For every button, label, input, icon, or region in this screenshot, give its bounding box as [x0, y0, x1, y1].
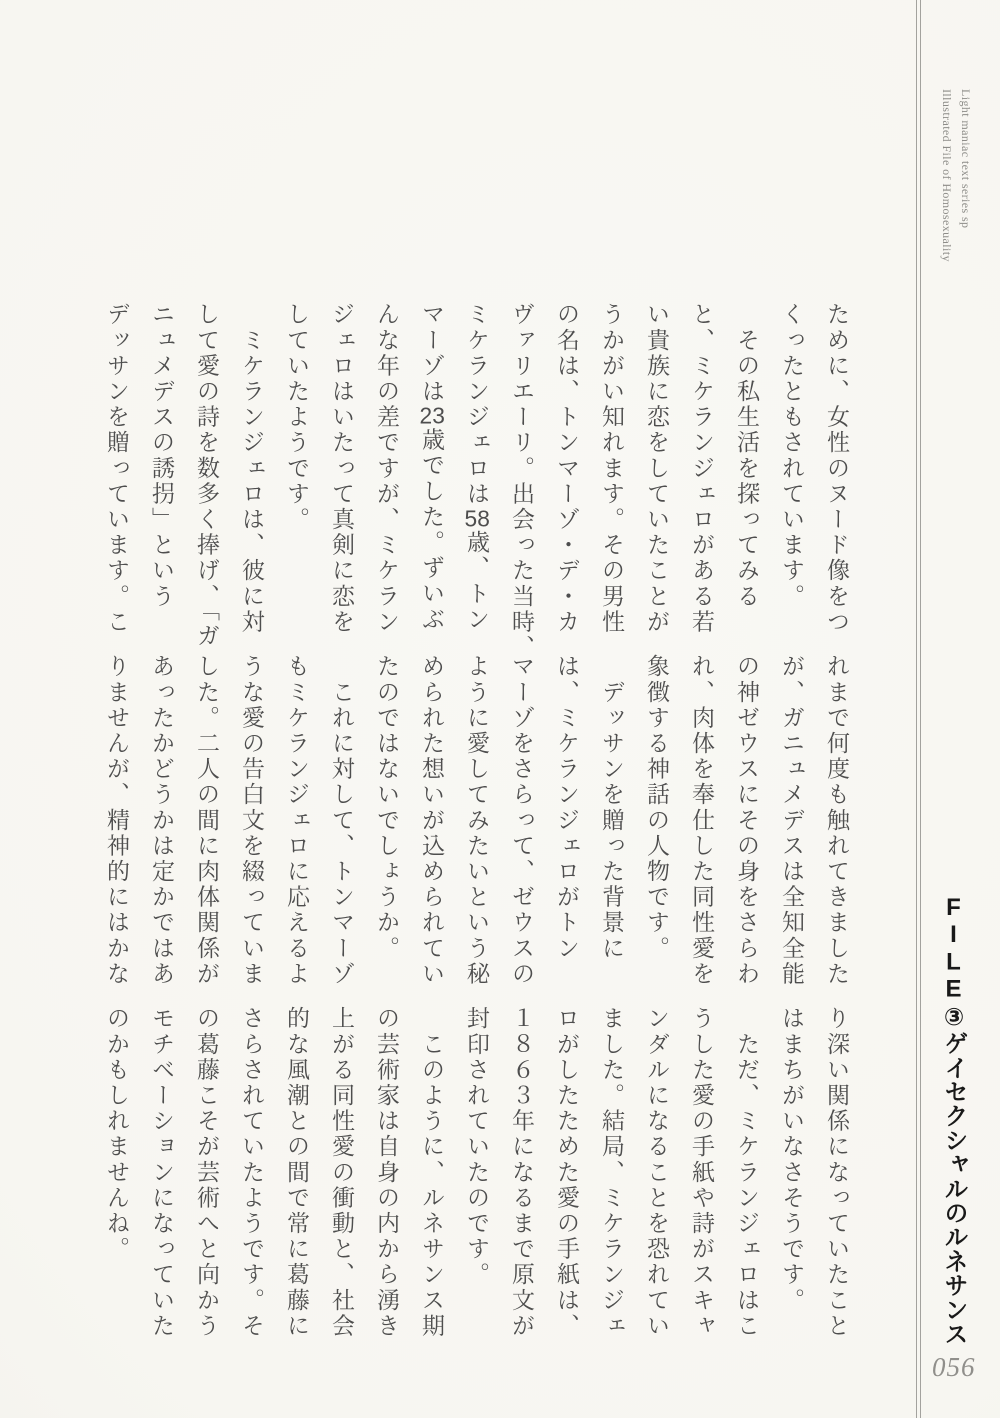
text-column: ミケランジェロは58歳、トン: [464, 302, 490, 633]
text-column: した。二人の間に肉体関係が: [194, 654, 220, 987]
text-column: れ、肉体を奉仕した同性愛を: [689, 654, 715, 987]
text-column: り深い関係になっていたこと: [824, 1006, 850, 1339]
text-column: うかがい知れます。その男性: [599, 302, 625, 635]
text-column: 的な風潮との間で常に葛藤に: [284, 1006, 310, 1339]
text-column: んな年の差ですが、ミケラン: [374, 302, 400, 635]
chapter-title: FILE③ゲイセクシャルのルネサンス: [940, 894, 967, 1346]
text-band-bottom: [93, 1006, 859, 1346]
text-column: の芸術家は自身の内から湧き: [374, 1006, 400, 1339]
text-column: の葛藤こそが芸術へと向かう: [194, 1006, 220, 1339]
text-column: さらされていたようです。そ: [239, 1006, 265, 1339]
margin-double-rule: [916, 0, 921, 1418]
text-column: １８６３年になるまで原文が: [509, 1006, 535, 1339]
text-column: うした愛の手紙や詩がスキャ: [689, 1006, 715, 1339]
text-column: デッサンを贈っています。こ: [104, 302, 130, 635]
text-column: りませんが、精神的にはかな: [104, 654, 130, 987]
text-band-middle: [93, 654, 859, 994]
text-column: のかもしれませんね。: [104, 1006, 130, 1262]
text-column: くったともされています。: [779, 302, 805, 610]
text-column: ただ、ミケランジェロはこ: [734, 1006, 760, 1339]
text-column: れまで何度も触れてきました: [824, 654, 850, 987]
text-column: ヴァリエーリ。出会った当時、: [509, 302, 535, 661]
text-column: い貴族に恋をしていたことが: [644, 302, 670, 635]
text-column: ロがしたためた愛の手紙は、: [554, 1006, 580, 1339]
text-column: ミケランジェロは、彼に対: [239, 302, 265, 635]
text-column: うな愛の告白文を綴っていま: [239, 654, 265, 987]
series-title-english: [937, 89, 975, 319]
series-title-line1: Light maniac text series sp: [959, 89, 973, 229]
text-column: の神ゼウスにその身をさらわ: [734, 654, 760, 987]
text-column: たのではないでしょうか。: [374, 654, 400, 962]
text-column: 上がる同性愛の衝動と、社会: [329, 1006, 355, 1339]
text-column: このように、ルネサンス期: [419, 1006, 445, 1339]
text-column: その私生活を探ってみる: [734, 302, 760, 610]
text-column: は、ミケランジェロがトン: [554, 654, 580, 962]
text-column: モチベーションになっていた: [149, 1006, 175, 1339]
text-column: ました。結局、ミケランジェ: [599, 1006, 625, 1339]
text-column: 封印されていたのです。: [464, 1006, 490, 1288]
text-column: デッサンを贈った背景に: [599, 654, 625, 962]
text-column: が、ガニュメデスは全知全能: [779, 654, 805, 987]
text-column: められた想いが込められてい: [419, 654, 445, 987]
text-column: して愛の詩を数多く捧げ、「ガ: [194, 302, 220, 649]
text-column: ジェロはいたって真剣に恋を: [329, 302, 355, 635]
series-title-line2: Illustrated File of Homosexuality: [940, 89, 954, 262]
horizontal-in-vertical-number: 58: [464, 506, 490, 530]
text-column: と、ミケランジェロがある若: [689, 302, 715, 635]
text-column: ニュメデスの誘拐」という: [149, 302, 175, 610]
text-column: していたようです。: [284, 302, 310, 533]
text-column: ンダルになることを恐れてい: [644, 1006, 670, 1339]
text-band-top: [93, 302, 859, 661]
text-column: マーゾは23歳でした。ずいぶ: [419, 302, 445, 633]
page-number: 056: [932, 1352, 976, 1382]
text-column: の名は、トンマーゾ・デ・カ: [554, 302, 580, 635]
horizontal-in-vertical-number: 23: [419, 404, 445, 428]
text-column: もミケランジェロに応えるよ: [284, 654, 310, 987]
text-column: 象徴する神話の人物です。: [644, 654, 670, 962]
text-column: ように愛してみたいという秘: [464, 654, 490, 987]
text-column: はまちがいなさそうです。: [779, 1006, 805, 1314]
text-column: これに対して、トンマーゾ: [329, 654, 355, 987]
text-column: ために、女性のヌード像をつ: [824, 302, 850, 635]
text-column: マーゾをさらって、ゼウスの: [509, 654, 535, 987]
text-column: あったかどうかは定かではあ: [149, 654, 175, 987]
